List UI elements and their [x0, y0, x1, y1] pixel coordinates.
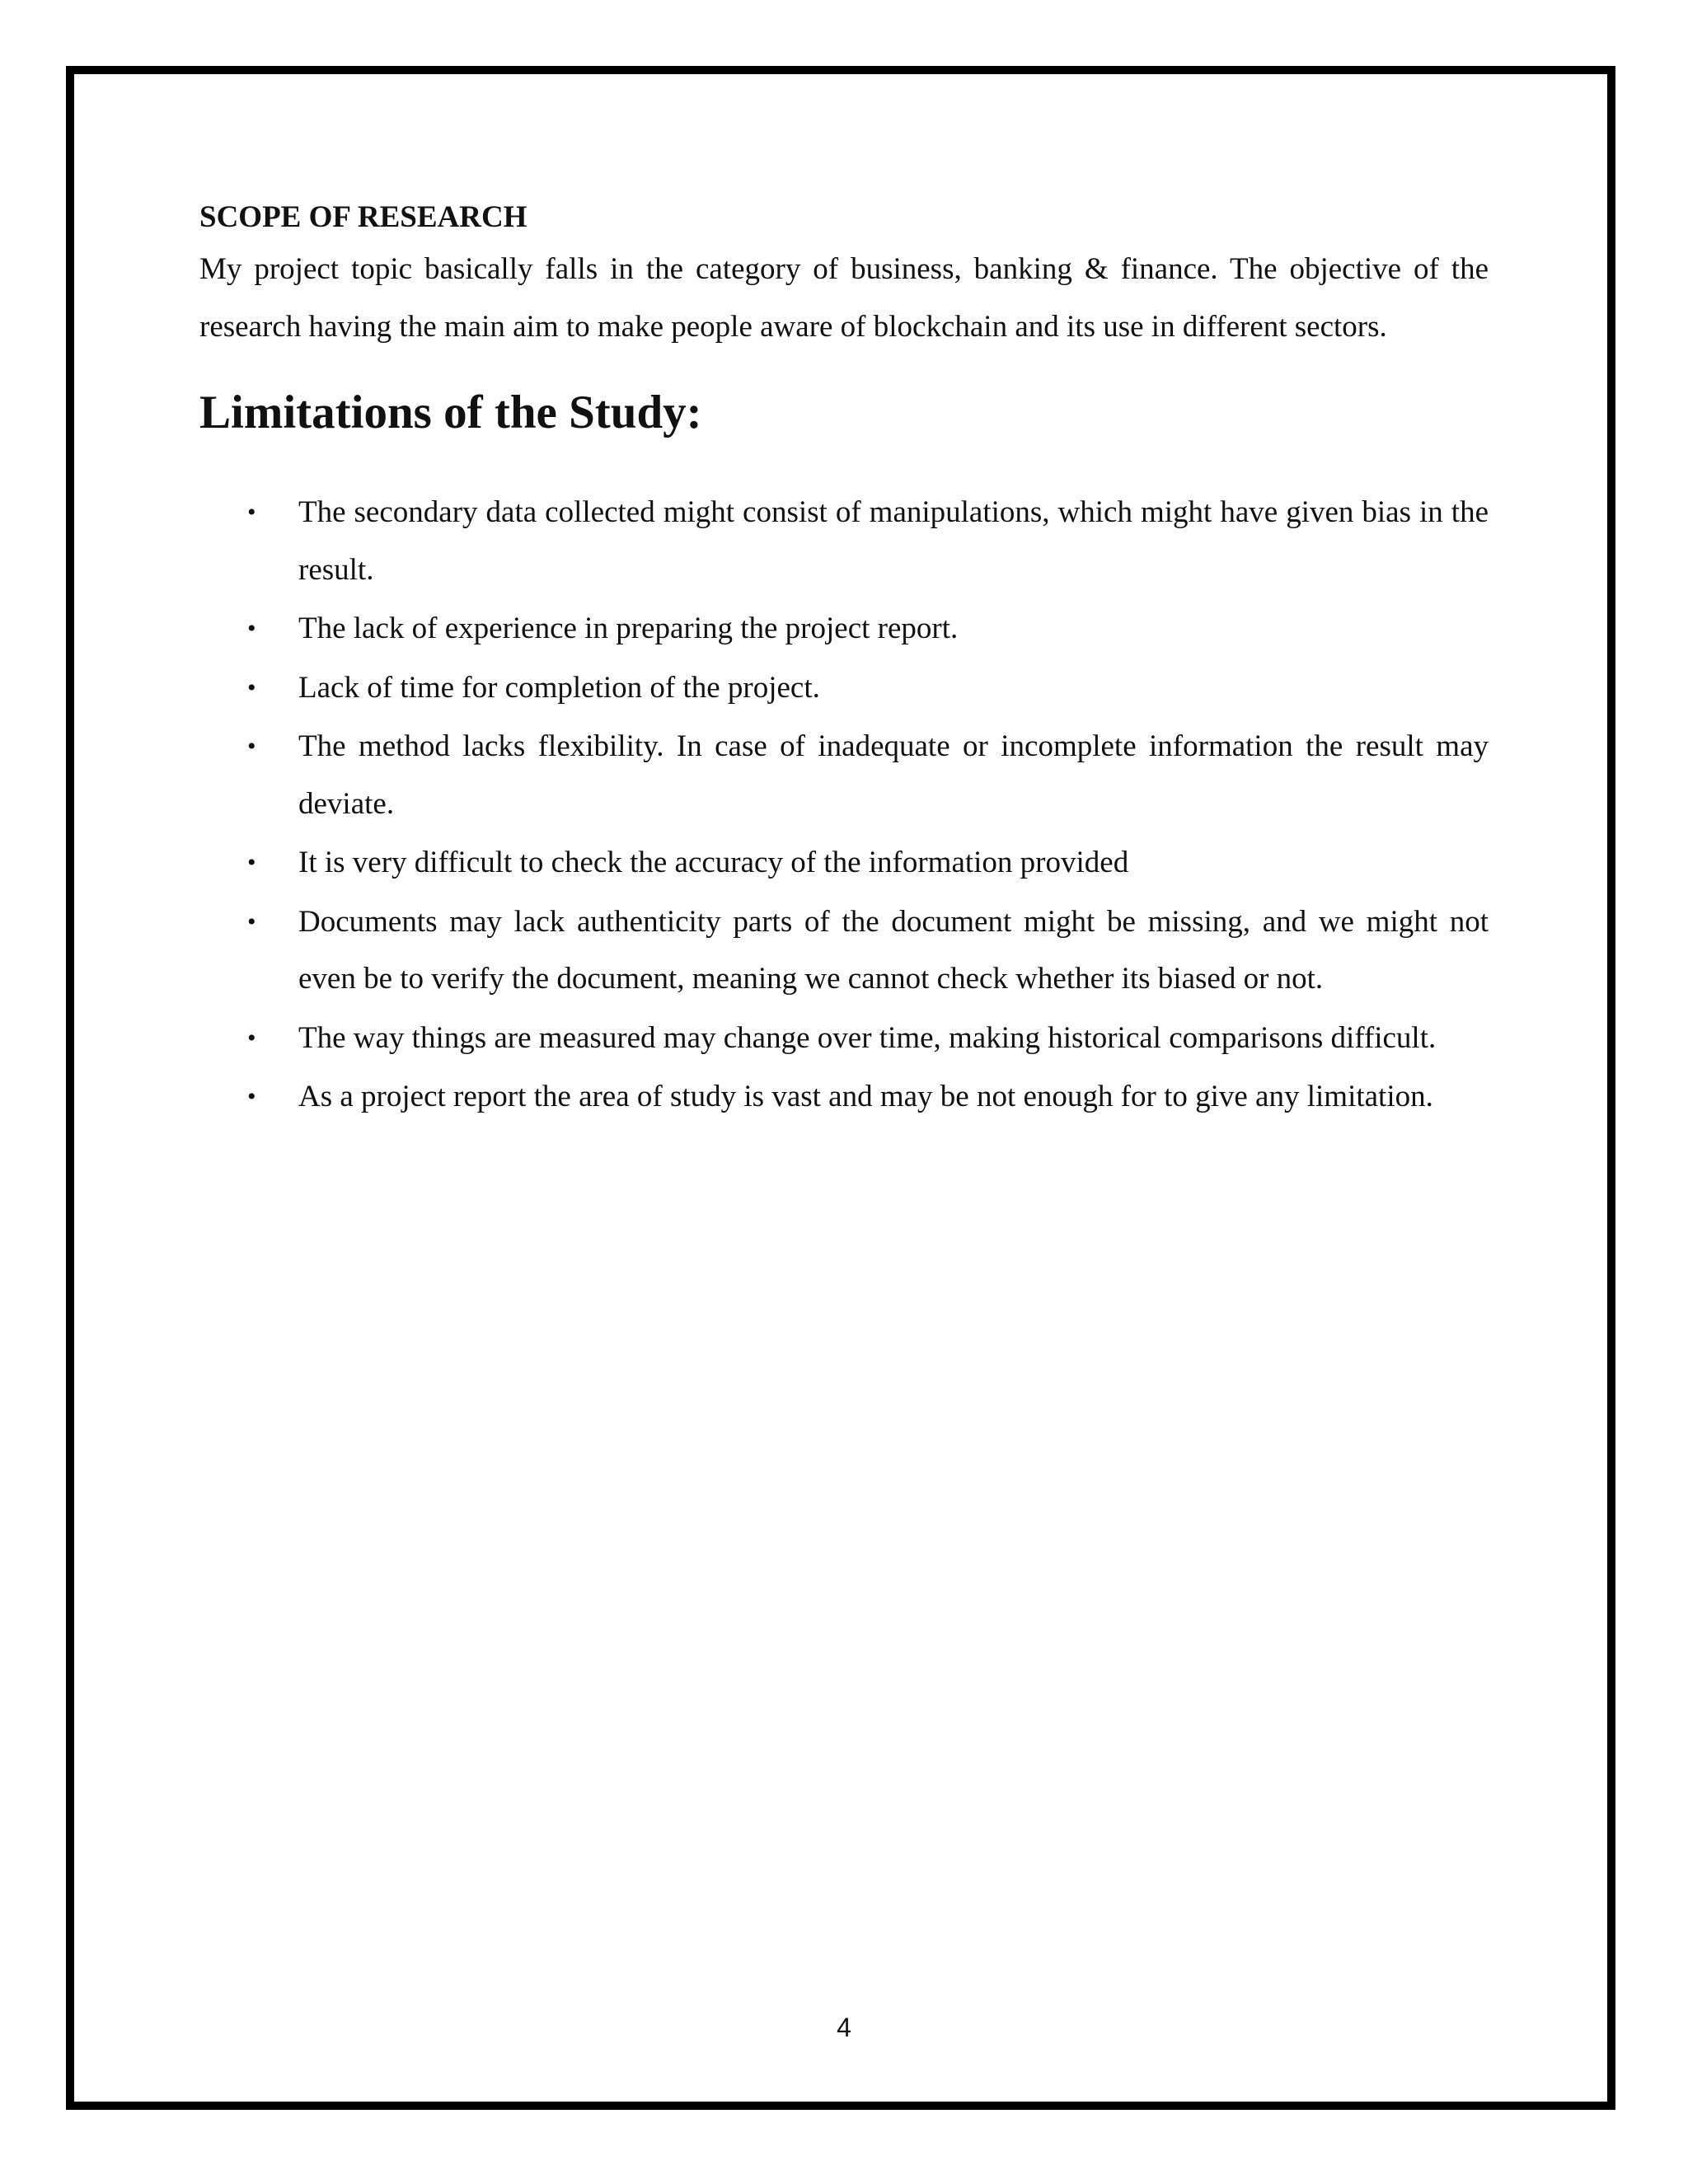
limitation-text: Documents may lack authenticity parts of the document might be missing, and we might not even be to verify the document, meaning we cannot check whether its biased or not.: [298, 904, 1489, 996]
bullet-icon: •: [247, 907, 256, 935]
limitation-item: [199, 1010, 1489, 1067]
limitation-text: It is very difficult to check the accuracy of the information provided: [298, 846, 1129, 879]
page-content: [199, 194, 1489, 1127]
bullet-icon: •: [247, 1024, 256, 1052]
limitation-text: The way things are measured may change over time, making historical comparisons difficult.: [298, 1020, 1437, 1055]
limitation-item: [199, 1068, 1489, 1126]
page-number: 4: [837, 2013, 851, 2042]
limitation-text: The method lacks flexibility. In case of inadequate or incomplete information the result may deviate.: [298, 729, 1489, 821]
bullet-icon: •: [247, 615, 256, 642]
scope-heading: SCOPE OF RESEARCH: [199, 200, 528, 234]
bullet-icon: •: [247, 849, 256, 876]
limitations-list: [199, 484, 1489, 1126]
limitation-item: [199, 834, 1489, 892]
limitation-item: [199, 893, 1489, 1008]
limitations-heading: Limitations of the Study:: [199, 387, 702, 438]
limitation-item: [199, 600, 1489, 658]
limitation-item: [199, 718, 1489, 832]
bullet-icon: •: [247, 499, 256, 526]
scope-paragraph: My project topic basically falls in the category of business, banking & finance. The objective of the research having the main aim to make people aware of blockchain and its use in different sectors.: [199, 252, 1489, 344]
limitation-text: As a project report the area of study is vast and may be not enough for to give any limitation.: [298, 1080, 1433, 1113]
bullet-icon: •: [247, 733, 256, 760]
limitation-item: [199, 484, 1489, 598]
bullet-icon: •: [247, 1083, 256, 1110]
limitation-text: The lack of experience in preparing the project report.: [298, 612, 959, 645]
limitation-item: [199, 659, 1489, 717]
limitation-text: The secondary data collected might consist of manipulations, which might have given bias in the result.: [298, 495, 1489, 587]
limitation-text: Lack of time for completion of the project.: [298, 670, 820, 705]
bullet-icon: •: [247, 673, 256, 701]
